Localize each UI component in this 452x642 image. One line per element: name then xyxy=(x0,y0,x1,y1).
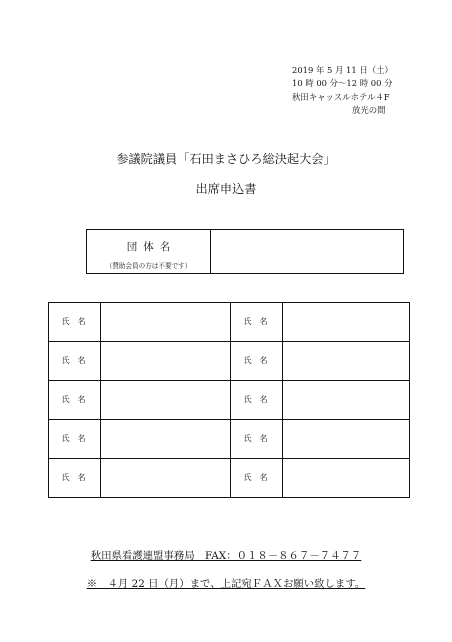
page-subtitle: 出席申込書 xyxy=(195,182,257,196)
organization-field[interactable] xyxy=(211,230,403,273)
names-table xyxy=(48,302,410,498)
organization-note: （賛助会員の方は不要です） xyxy=(105,262,192,270)
organization-label: 団体名 xyxy=(126,241,177,253)
name-label: 氏名 xyxy=(231,420,283,458)
name-label: 氏名 xyxy=(231,381,283,419)
name-label: 氏名 xyxy=(231,459,283,498)
deadline-line xyxy=(0,575,452,590)
organization-table xyxy=(86,229,404,274)
name-label: 氏名 xyxy=(231,303,283,341)
contact-line xyxy=(0,547,452,562)
name-field[interactable] xyxy=(283,459,409,498)
name-label: 氏名 xyxy=(49,420,101,458)
name-field[interactable] xyxy=(101,342,231,380)
name-field[interactable] xyxy=(283,303,409,341)
page-title: 参議院議員「石田まさひろ総決起大会」 xyxy=(116,152,336,166)
name-field[interactable] xyxy=(101,303,231,341)
name-field[interactable] xyxy=(101,381,231,419)
event-time: 10 時 00 分～12 時 00 分 xyxy=(292,78,393,89)
table-row xyxy=(49,381,409,420)
table-row xyxy=(49,420,409,459)
contact-fax: 秋田県看護連盟事務局 FAX：０１８－８６７－７４７７ xyxy=(90,550,362,562)
name-label: 氏名 xyxy=(49,381,101,419)
name-field[interactable] xyxy=(283,342,409,380)
event-room: 放光の間 xyxy=(352,105,386,116)
organization-label-cell xyxy=(87,230,211,273)
event-info xyxy=(292,64,393,118)
name-field[interactable] xyxy=(101,420,231,458)
table-row xyxy=(49,342,409,381)
name-label: 氏名 xyxy=(231,342,283,380)
name-label: 氏名 xyxy=(49,303,101,341)
deadline-note: ※ ４月 22 日（月）まで、上記宛ＦＡＸお願い致します。 xyxy=(86,578,366,590)
event-date: 2019 年 5 月 11 日（土） xyxy=(292,65,393,75)
name-field[interactable] xyxy=(283,381,409,419)
table-row xyxy=(49,459,409,498)
event-venue: 秋田キャッスルホテル４F xyxy=(292,91,390,102)
name-field[interactable] xyxy=(283,420,409,458)
name-field[interactable] xyxy=(101,459,231,498)
name-label: 氏名 xyxy=(49,342,101,380)
table-row xyxy=(49,303,409,342)
name-label: 氏名 xyxy=(49,459,101,498)
